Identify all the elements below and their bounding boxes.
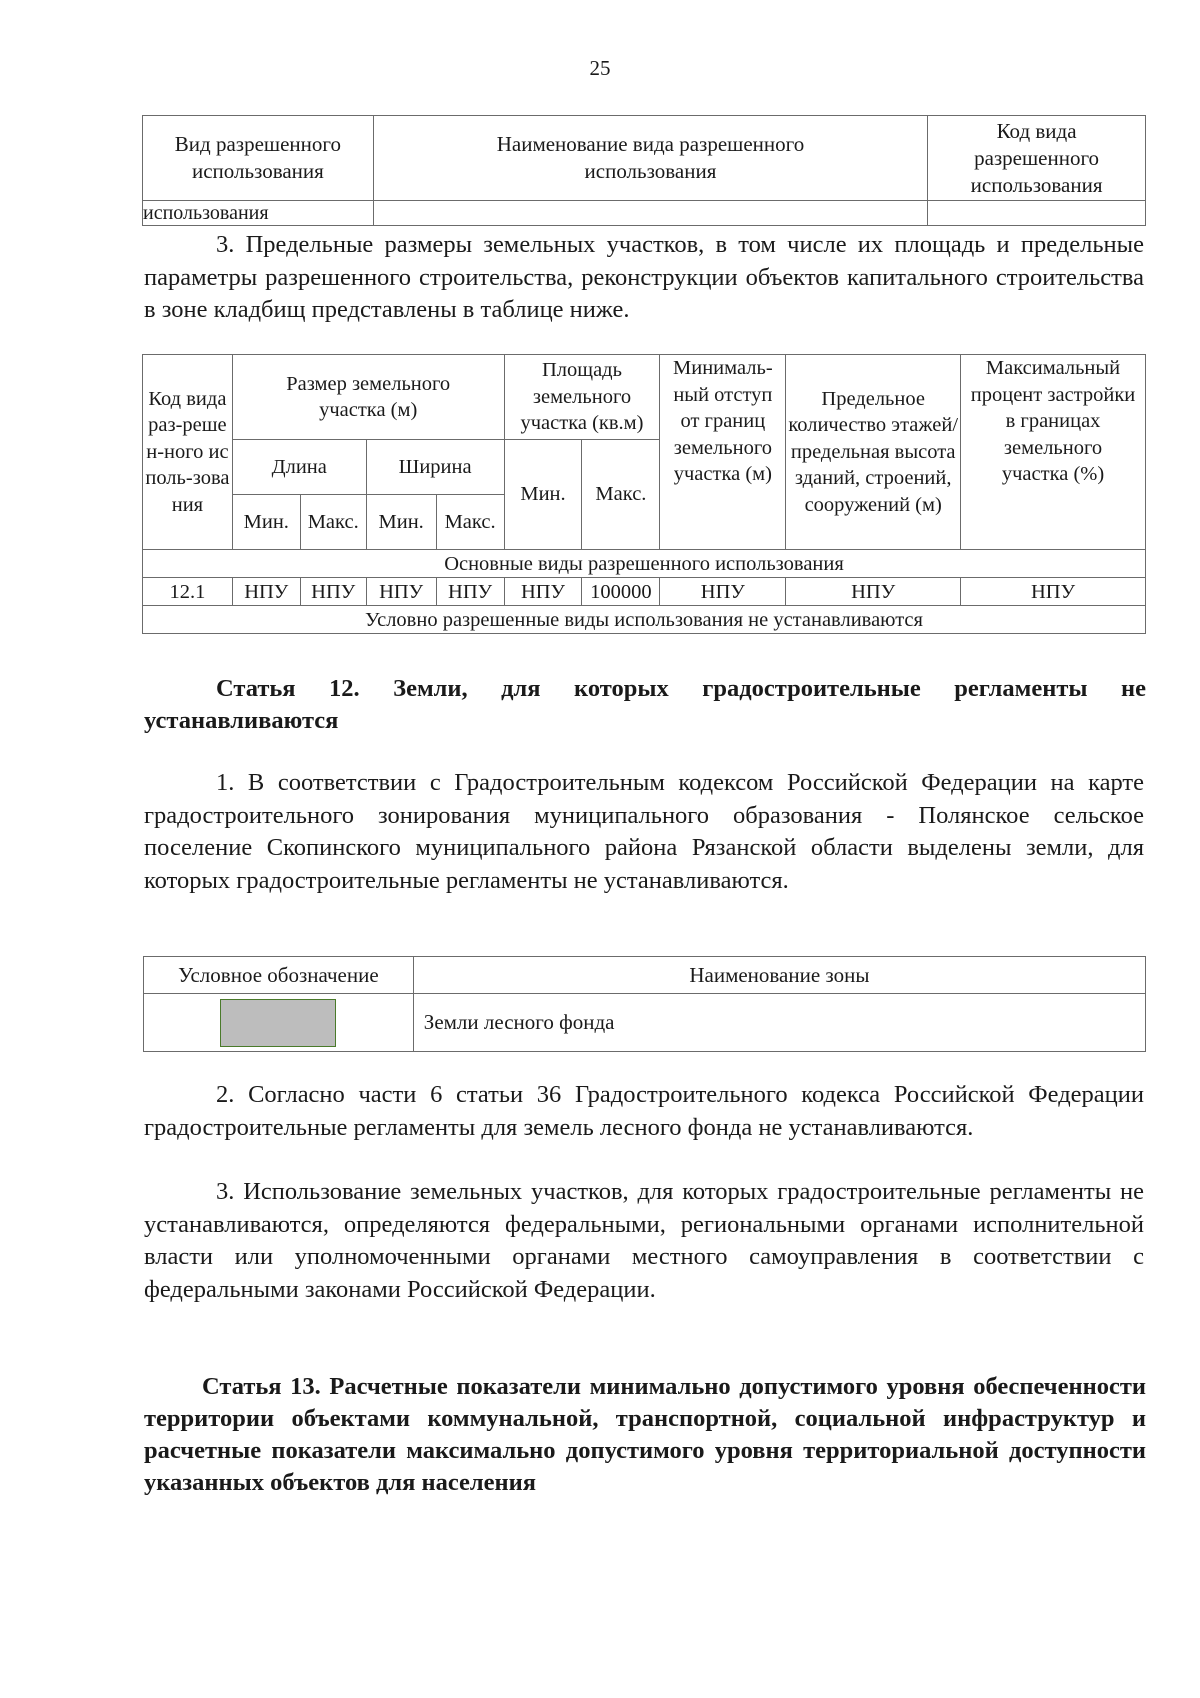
table-cell: НПУ [366,578,436,606]
table-cell: НПУ [232,578,300,606]
legend-symbol-cell [144,994,414,1052]
article-12-paragraph-3: 3. Использование земельных участков, для которых градостроительные регламенты не устанавливаются, определяются федеральными, региональными органами исполнительной власти или уполномоченными органами местного самоуправления в соответствии с федеральными законами Российской Федерации. [144,1178,1144,1303]
header-area: Площадь земельного участка (кв.м) [504,355,660,440]
legend-table [143,956,1146,1052]
header-use-code: Код вида разрешенного использования [928,116,1146,201]
table-cell: НПУ [660,578,786,606]
continuation-cell: использования [143,201,374,226]
table-cell: 100000 [582,578,660,606]
article-12-heading: Статья 12. Земли, для которых градостроительные регламенты не устанавливаются [144,675,1146,734]
table-cell: НПУ [300,578,366,606]
header-symbol: Условное обозначение [144,957,414,994]
table-cell: НПУ [504,578,582,606]
header-length-max: Макс. [300,495,366,550]
header-width-min: Мин. [366,495,436,550]
header-length: Длина [232,440,366,495]
header-use-name: Наименование вида разрешенного использования [373,116,927,201]
empty-cell [373,201,927,226]
header-use-type: Вид разрешенного использования [143,116,374,201]
header-setback: Минималь-ный отступ от границ земельного участка (м) [660,355,786,550]
table-cell: НПУ [436,578,504,606]
section-main-uses: Основные виды разрешенного использования [143,550,1146,578]
header-width-max: Макс. [436,495,504,550]
table-cell: НПУ [961,578,1146,606]
article-12-paragraph-1: 1. В соответствии с Градостроительным кодексом Российской Федерации на карте градостроительного зонирования муниципального образования - Полянское сельское поселение Скопинского муниципального района Рязанской области выделены земли, для которых градостроительные регламенты не устанавливаются. [144,769,1144,894]
header-area-min: Мин. [504,440,582,550]
section-conditional-uses: Условно разрешенные виды использования не устанавливаются [143,606,1146,634]
page-number: 25 [589,56,611,80]
zone-name-cell: Земли лесного фонда [413,994,1145,1052]
article-12-paragraph-2: 2. Согласно части 6 статьи 36 Градостроительного кодекса Российской Федерации градостроительные регламенты для земель лесного фонда не устанавливаются. [144,1081,1144,1141]
header-length-min: Мин. [232,495,300,550]
paragraph-3-intro: 3. Предельные размеры земельных участков, в том числе их площадь и предельные параметры разрешенного строительства, реконструкции объектов капитального строительства в зоне кладбищ представлены в таблице ниже. [144,231,1144,323]
header-code: Код вида раз-решен-ного исполь-зования [143,355,233,550]
limits-table [142,354,1146,634]
forest-fund-swatch [220,999,336,1047]
empty-cell [928,201,1146,226]
table-cell: НПУ [786,578,961,606]
header-size: Размер земельного участка (м) [232,355,504,440]
header-floors: Предельное количество этажей/ предельная высота зданий, строений, сооружений (м) [786,355,961,550]
table-cell: 12.1 [143,578,233,606]
article-13-heading: Статья 13. Расчетные показатели минимально допустимого уровня обеспеченности территории объектами коммунальной, транспортной, социальной инфраструктур и расчетные показатели максимально допустимого уровня территориальной доступности указанных объектов для населения [144,1373,1146,1496]
header-zone-name: Наименование зоны [413,957,1145,994]
header-area-max: Макс. [582,440,660,550]
header-width: Ширина [366,440,504,495]
permitted-use-table [142,115,1146,226]
header-percent: Максимальный процент застройки в границах земельного участка (%) [961,355,1146,550]
